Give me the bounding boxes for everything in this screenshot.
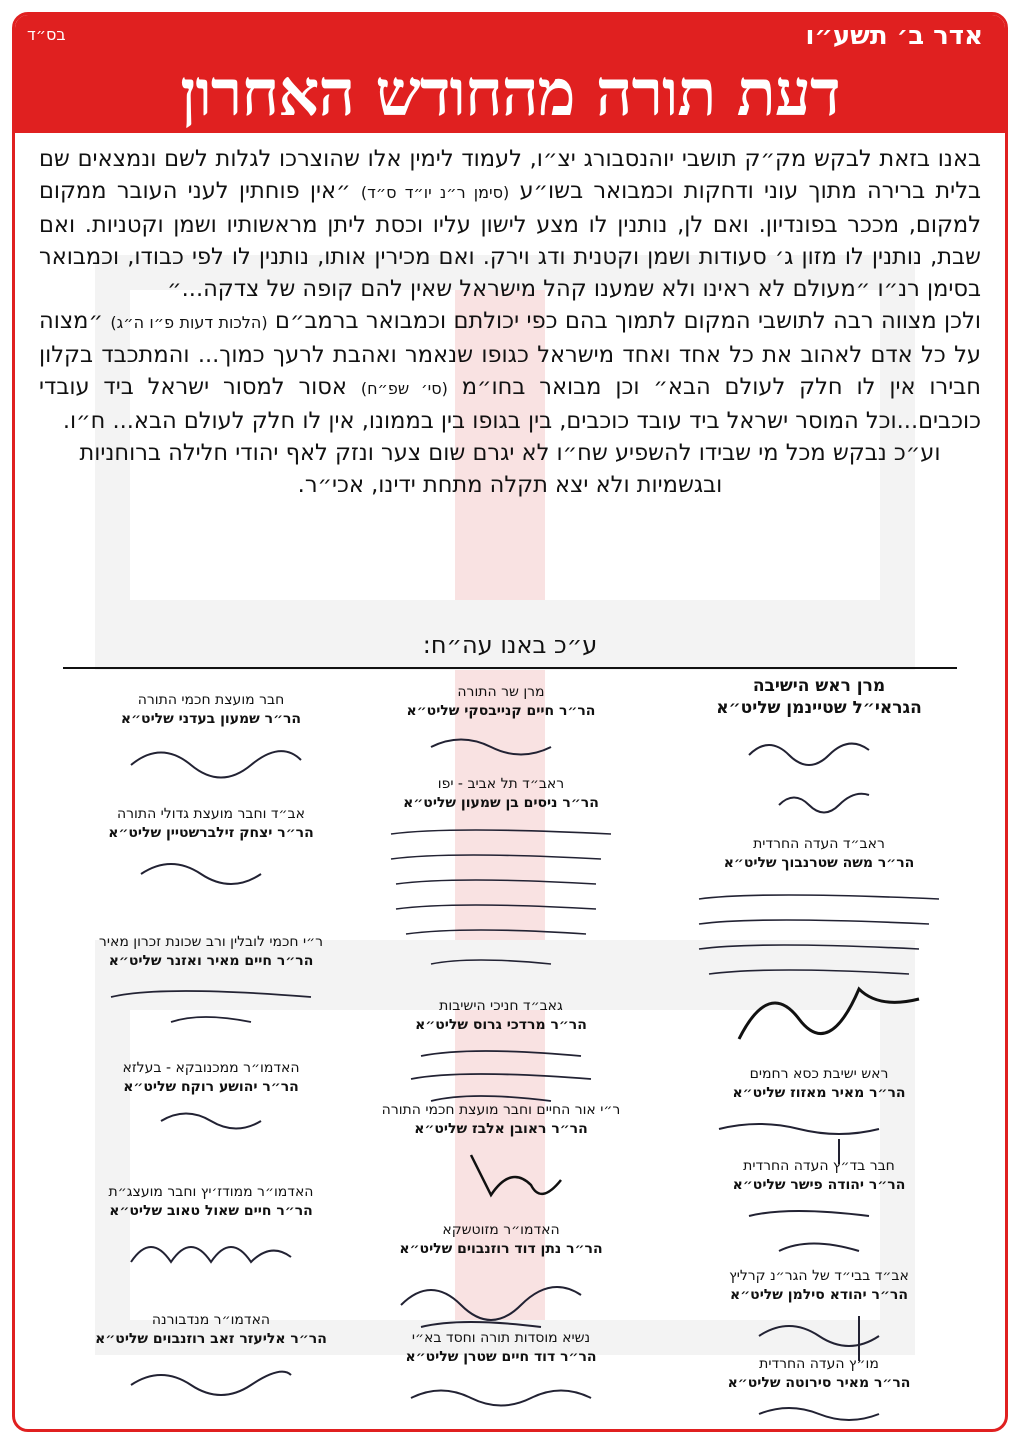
handwritten-signature <box>111 849 311 899</box>
signatory-left-5: האדמו״ר ממודז׳יץ וחבר מועצג״ת הר״ר חיים שאול טאוב שליט״א <box>61 1183 361 1277</box>
signatory-left-6: האדמו״ר מנדבורנה הר״ר אליעזר זאב רוזנבוים שליט״א <box>61 1311 361 1405</box>
handwritten-signature <box>411 727 591 767</box>
handwritten-signature <box>391 1373 611 1423</box>
paragraph-1: באנו בזאת לבקש מק״ק תושבי יוהנסבורג יצ״ו, לעמוד לימין אלו שהוצרכו לגלות לשם ונמצאים שם בלית ברירה מתוך עוני ודחקות וכמבואר בשו״ע (סימן ר״נ יו״ד ס״ד) ״אין פוחתין לעני העובר ממקום למקום, מככר בפונדיון. ואם לן, נותנין לו מצע לישון עליו וכסת ליתן מראשותיו ושמן וקטניות. ואם שבת, נותנין לו מזון ג׳ סעודות ושמן וקטנית ודג וירק. ואם מכירין אותו, נותנין לו לפי כבודו, וכמבואר בסימן רנ״ו ״מעולם לא ראינו ולא שמענו קהל מישראל שאין להם קופה של צדקה...״ <box>39 146 982 302</box>
signatory-right-5: אב״ד בבי״ד של הגר״נ קרליץ הר״ר יהודא סילמן שליט״א <box>669 1267 969 1361</box>
signatory-middle-3: גאב״ד חניכי הישיבות הר״ר מרדכי גרוס שליט״א <box>351 997 651 1111</box>
handwritten-signature <box>749 1399 889 1425</box>
signatory-right-6: מו״ץ העדה החרדית הר״ר מאיר סירוטה שליט״א <box>669 1355 969 1425</box>
header-banner <box>15 15 1005 133</box>
signatory-left-4: האדמו״ר ממכנובקא - בעלזא הר״ר יהושע רוקח שליט״א <box>61 1059 361 1133</box>
paragraph-2: ולכן מצווה רבה לתושבי המקום לתמוך בהם כפי יכולתם וכמבואר ברמב״ם (הלכות דעות פ״ו ה״ג) ״מצוה על כל אדם לאהוב את כל אחד ואחד מישראל כגופו שנאמר ואהבת לרעך כמוך... והמתכבד בקלון חבירו אין לו חלק לעולם הבא״ וכן מבואר בחו״מ (סי׳ שפ״ח) אסור למסור ישראל ביד עובדי כוכבים...וכל המוסר ישראל ביד עובד כוכבים, בין בגופו בין בממונו, אין לו חלק לעולם הבא... ח״ו. <box>39 308 981 434</box>
signatory-right-1: מרן ראש הישיבה הגראי״ל שטיינמן שליט״א <box>669 675 969 835</box>
signatory-middle-4: ר״י אור החיים וחבר מועצת חכמי התורה הר״ר ראובן אלבז שליט״א <box>351 1101 651 1205</box>
signatory-right-4: חבר בד״ץ העדה החרדית הר״ר יהודה פישר שליט״א <box>669 1157 969 1271</box>
page-frame <box>12 12 1008 1432</box>
signoff-line: ע״כ באנו עה״ח: <box>422 631 598 659</box>
handwritten-signature <box>381 1265 621 1335</box>
paragraph-3: וע״כ נבקש מכל מי שבידו להשפיע שח״ו לא יגרם שום צער ונזק לאף יהודי חלילה ברוחניות ובגשמיות ולא יצא תקלה מתחת ידינו, אכי״ר. <box>79 440 941 498</box>
signatory-left-3: ר״י חכמי לובלין ורב שכונת זכרון מאיר הר״ר חיים מאיר ואזנר שליט״א <box>61 933 361 1037</box>
handwritten-signature <box>91 977 331 1037</box>
handwritten-signature <box>371 819 631 979</box>
handwritten-signature <box>679 879 959 1069</box>
page-title: דעת תורה מהחודש האחרון <box>180 56 840 131</box>
bsd-label: בס״ד <box>27 25 66 44</box>
handwritten-signature <box>111 1227 311 1277</box>
signatory-middle-6: נשיא מוסדות תורה וחסד בא״י הר״ר דוד חיים שטרן שליט״א <box>351 1329 651 1423</box>
signatory-middle-5: האדמו״ר מזוטשקא הר״ר נתן דוד רוזנבוים שליט״א <box>351 1221 651 1335</box>
handwritten-signature <box>719 1201 919 1271</box>
handwritten-signature <box>111 735 311 785</box>
signatory-right-3: ראש ישיבת כסא רחמים הר״ר מאיר מאזוז שליט״א <box>669 1065 969 1169</box>
handwritten-signature <box>739 1311 899 1361</box>
signatory-left-1: חבר מועצת חכמי התורה הר״ר שמעון בעדני שליט״א <box>61 691 361 785</box>
divider-line <box>63 667 957 669</box>
signatory-left-2: אב״ד וחבר מועצת גדולי התורה הר״ר יצחק זילברשטיין שליט״א <box>61 805 361 899</box>
date-label: אדר ב׳ תשע״ו <box>805 21 983 51</box>
handwritten-signature <box>151 1103 271 1133</box>
signatory-right-2: ראב״ד העדה החרדית הר״ר משה שטרנבוך שליט״א <box>669 835 969 1069</box>
handwritten-signature <box>431 1145 571 1205</box>
letter-body <box>39 143 981 501</box>
handwritten-signature <box>111 1355 311 1405</box>
signatory-middle-1: מרן שר התורה הר״ר חיים קנייבסקי שליט״א <box>351 683 651 767</box>
signatory-middle-2: ראב״ד תל אביב - יפו הר״ר ניסים בן שמעון שליט״א <box>351 775 651 979</box>
handwritten-signature <box>719 725 919 835</box>
